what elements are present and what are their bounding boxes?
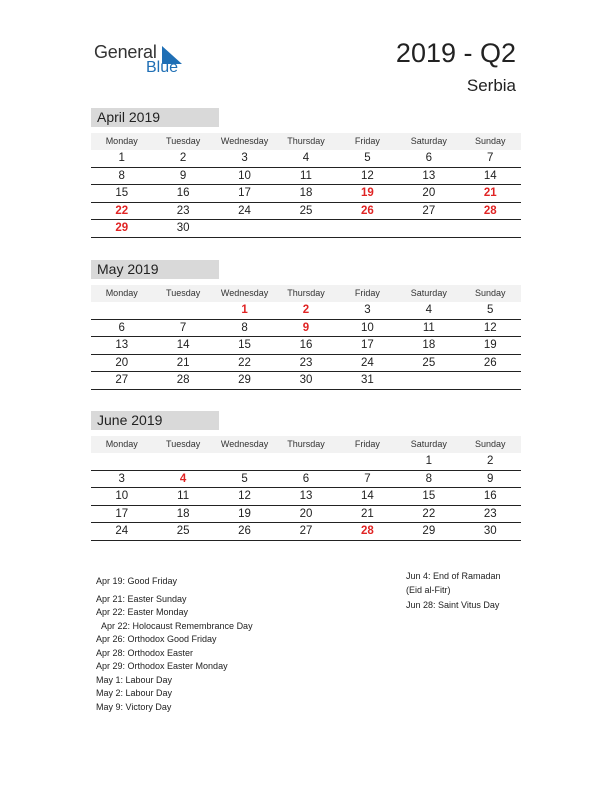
day-cell: 17 xyxy=(115,507,129,520)
day-cell: 12 xyxy=(238,490,251,502)
day-cell: 25 xyxy=(299,204,313,217)
day-cell: 23 xyxy=(176,204,190,217)
day-cell xyxy=(152,453,213,470)
holiday-item: Apr 22: Easter Monday xyxy=(96,607,189,617)
holiday-item: Apr 22: Holocaust Remembrance Day xyxy=(101,620,253,631)
day-cell: 25 xyxy=(176,525,190,537)
holiday-day-cell: 1 xyxy=(241,304,248,316)
logo-word-general: General xyxy=(94,42,157,62)
holiday-day-cell: 19 xyxy=(361,187,374,199)
holiday-item: Apr 29: Orthodox Easter Monday xyxy=(96,661,228,671)
day-cell xyxy=(337,453,398,470)
month-name: May 2019 xyxy=(91,260,219,279)
day-cell: 2 xyxy=(179,152,187,164)
holiday-item: Apr 21: Easter Sunday xyxy=(96,593,187,604)
holiday-day-cell: 22 xyxy=(115,204,129,217)
weekday-label: Sunday xyxy=(474,136,506,146)
holiday-item: (Eid al-Fitr) xyxy=(406,584,451,595)
weekday-label: Tuesday xyxy=(166,439,201,449)
day-cell: 20 xyxy=(115,356,129,369)
day-cell: 1 xyxy=(425,455,433,467)
day-cell: 1 xyxy=(118,152,125,164)
weekday-label: Wednesday xyxy=(220,439,269,449)
day-cell: 4 xyxy=(302,152,310,164)
day-cell: 13 xyxy=(115,339,129,351)
logo-word-blue: Blue xyxy=(146,59,179,76)
day-cell: 18 xyxy=(176,507,190,520)
day-cell: 19 xyxy=(238,507,251,520)
weekday-label: Sunday xyxy=(474,288,506,298)
weekday-header-row xyxy=(91,285,521,302)
day-cell: 10 xyxy=(115,490,129,502)
day-cell: 14 xyxy=(361,490,374,502)
day-cell: 11 xyxy=(177,490,190,502)
holiday-day-cell: 21 xyxy=(483,187,497,199)
day-cell xyxy=(398,372,459,389)
holiday-item: Jun 4: End of Ramadan xyxy=(406,571,501,581)
day-cell: 29 xyxy=(238,374,251,386)
day-cell xyxy=(91,302,152,319)
day-cell: 11 xyxy=(422,321,435,334)
weekday-label: Monday xyxy=(105,136,138,146)
day-cell: 9 xyxy=(179,169,187,182)
day-cell: 18 xyxy=(299,187,313,199)
day-cell: 27 xyxy=(422,204,436,217)
day-cell xyxy=(460,372,521,389)
day-cell: 10 xyxy=(361,321,374,334)
day-cell: 26 xyxy=(483,356,497,369)
day-cell: 3 xyxy=(364,304,371,316)
holiday-item: May 1: Labour Day xyxy=(96,674,173,685)
day-cell: 6 xyxy=(118,321,125,334)
weekday-label: Sunday xyxy=(474,439,506,449)
week-row xyxy=(91,302,521,320)
holiday-item: Apr 19: Good Friday xyxy=(96,576,178,586)
weekday-header-row xyxy=(91,133,521,150)
weekday-label: Wednesday xyxy=(220,288,269,298)
day-cell: 28 xyxy=(176,374,190,386)
day-cell: 16 xyxy=(299,339,313,351)
holiday-item: Apr 26: Orthodox Good Friday xyxy=(96,634,217,644)
day-cell: 29 xyxy=(422,525,436,537)
day-cell: 26 xyxy=(238,525,251,537)
day-cell: 31 xyxy=(361,374,374,386)
holiday-day-cell: 28 xyxy=(483,204,497,217)
day-cell: 5 xyxy=(487,304,494,316)
holiday-day-cell: 26 xyxy=(361,204,374,217)
day-cell: 5 xyxy=(241,472,248,485)
day-cell: 27 xyxy=(115,374,129,386)
holiday-day-cell: 4 xyxy=(179,472,187,485)
day-cell: 23 xyxy=(299,356,313,369)
day-cell xyxy=(214,453,275,470)
day-cell xyxy=(214,220,275,237)
week-row xyxy=(91,185,521,203)
week-row xyxy=(91,471,521,489)
day-cell: 24 xyxy=(115,525,129,537)
day-cell: 8 xyxy=(425,472,433,485)
page-title: 2019 - Q2 xyxy=(395,38,516,68)
holiday-item: Apr 28: Orthodox Easter xyxy=(96,647,194,658)
weekday-header-row xyxy=(91,436,521,453)
day-cell xyxy=(398,220,459,237)
day-cell: 12 xyxy=(483,321,497,334)
holiday-day-cell: 9 xyxy=(302,321,310,334)
day-cell: 30 xyxy=(483,525,497,537)
day-cell: 9 xyxy=(487,472,494,485)
month-name: April 2019 xyxy=(91,108,219,127)
day-cell: 10 xyxy=(238,169,251,182)
day-cell: 3 xyxy=(118,472,125,485)
day-cell xyxy=(91,453,152,470)
day-cell: 14 xyxy=(483,169,497,182)
country-name: Serbia xyxy=(466,76,516,95)
day-cell: 30 xyxy=(299,374,313,386)
holiday-day-cell: 28 xyxy=(361,525,374,537)
week-row xyxy=(91,150,521,168)
day-cell: 14 xyxy=(176,339,190,351)
holiday-item: May 2: Labour Day xyxy=(96,688,173,698)
weekday-label: Friday xyxy=(354,136,380,146)
month-june xyxy=(91,411,521,541)
holiday-list-left xyxy=(96,575,253,714)
day-cell: 13 xyxy=(299,490,313,502)
day-cell: 21 xyxy=(176,356,190,369)
day-cell xyxy=(152,302,213,319)
day-cell: 4 xyxy=(425,304,433,316)
day-cell xyxy=(460,220,521,237)
day-cell: 12 xyxy=(361,169,374,182)
week-row xyxy=(91,220,521,238)
weekday-label: Thursday xyxy=(287,288,325,298)
day-cell: 16 xyxy=(176,187,190,199)
holiday-item: May 9: Victory Day xyxy=(96,701,172,712)
day-cell: 7 xyxy=(487,152,494,164)
weekday-label: Friday xyxy=(354,288,380,298)
day-cell: 2 xyxy=(487,455,494,467)
week-row xyxy=(91,488,521,506)
day-cell: 6 xyxy=(425,152,433,164)
day-cell: 21 xyxy=(361,507,374,520)
week-row xyxy=(91,320,521,338)
generalblue-logo xyxy=(94,42,194,78)
day-cell: 17 xyxy=(238,187,251,199)
weekday-label: Friday xyxy=(354,439,380,449)
month-name: June 2019 xyxy=(91,411,219,430)
weekday-label: Wednesday xyxy=(220,136,269,146)
day-cell: 8 xyxy=(118,169,125,182)
day-cell: 22 xyxy=(422,507,436,520)
day-cell: 17 xyxy=(361,339,374,351)
day-cell: 22 xyxy=(238,356,251,369)
week-row xyxy=(91,203,521,221)
day-cell: 7 xyxy=(364,472,371,485)
day-cell: 11 xyxy=(300,169,312,182)
day-cell: 16 xyxy=(483,490,497,502)
day-cell: 3 xyxy=(241,152,248,164)
day-cell: 25 xyxy=(422,356,436,369)
week-row xyxy=(91,453,521,471)
holiday-item: Jun 28: Saint Vitus Day xyxy=(406,600,500,610)
week-row xyxy=(91,355,521,373)
day-cell: 24 xyxy=(238,204,251,217)
day-cell: 7 xyxy=(179,321,187,334)
day-cell: 6 xyxy=(302,472,310,485)
week-row xyxy=(91,337,521,355)
day-cell: 8 xyxy=(241,321,248,334)
weekday-label: Thursday xyxy=(287,136,325,146)
weekday-label: Monday xyxy=(105,288,138,298)
week-row xyxy=(91,168,521,186)
holiday-list-right xyxy=(406,570,501,613)
weekday-label: Saturday xyxy=(410,439,447,449)
week-row xyxy=(91,506,521,524)
weekday-label: Saturday xyxy=(410,288,447,298)
day-cell: 30 xyxy=(176,222,190,234)
holiday-day-cell: 2 xyxy=(302,304,310,316)
weekday-label: Monday xyxy=(105,439,138,449)
day-cell: 15 xyxy=(238,339,251,351)
weekday-label: Saturday xyxy=(410,136,447,146)
day-cell: 15 xyxy=(115,187,129,199)
month-april xyxy=(91,108,521,238)
day-cell: 20 xyxy=(422,187,436,199)
weekday-label: Tuesday xyxy=(166,288,201,298)
day-cell: 24 xyxy=(361,356,374,369)
holiday-day-cell: 29 xyxy=(115,222,129,234)
day-cell xyxy=(275,453,336,470)
weekday-label: Tuesday xyxy=(166,136,201,146)
week-row xyxy=(91,523,521,541)
weekday-label: Thursday xyxy=(287,439,325,449)
day-cell: 20 xyxy=(299,507,313,520)
day-cell: 5 xyxy=(364,152,371,164)
day-cell: 23 xyxy=(483,507,497,520)
day-cell: 18 xyxy=(422,339,436,351)
day-cell xyxy=(275,220,336,237)
day-cell xyxy=(337,220,398,237)
day-cell: 19 xyxy=(483,339,497,351)
month-may xyxy=(91,260,521,390)
day-cell: 27 xyxy=(299,525,313,537)
day-cell: 13 xyxy=(422,169,436,182)
week-row xyxy=(91,372,521,390)
day-cell: 15 xyxy=(422,490,436,502)
